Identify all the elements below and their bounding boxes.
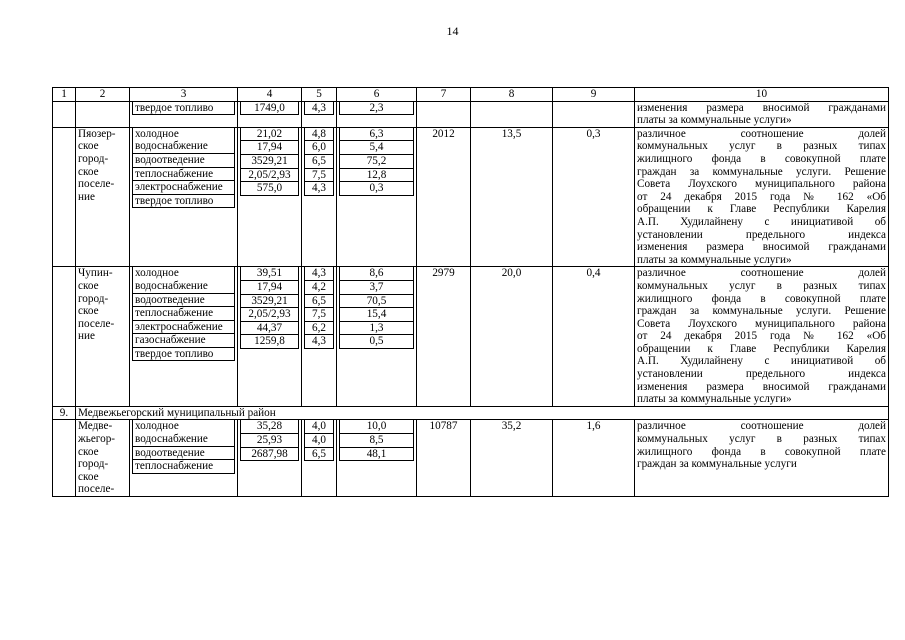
utility-v4-list xyxy=(240,420,299,461)
utility-row xyxy=(305,267,334,280)
utility-name: водоотведение xyxy=(133,153,235,167)
utility-row xyxy=(305,420,334,433)
utility-row xyxy=(340,182,414,196)
utility-name: теплоснабжение xyxy=(133,307,235,321)
utility-row xyxy=(340,141,414,155)
utility-v5: 4,3 xyxy=(305,267,334,280)
utility-v4-list xyxy=(240,102,299,116)
value-col9 xyxy=(553,101,635,127)
settlement-name: Медве- жьегор- ское город- ское поселе- xyxy=(76,420,130,497)
utility-v5-list xyxy=(304,102,334,116)
column-header: 8 xyxy=(471,88,553,102)
settlement-name: Пяозер- ское город- ское поселе- ние xyxy=(76,127,130,267)
utility-row xyxy=(133,102,235,115)
utility-name: водоотведение xyxy=(133,293,235,307)
utility-v4: 21,02 xyxy=(241,128,299,141)
note-line: изменения размера вносимой гражданами xyxy=(637,241,886,254)
note-line: изменения размера вносимой гражданами xyxy=(637,101,886,114)
utility-v6: 75,2 xyxy=(340,154,414,168)
utility-row xyxy=(305,447,334,461)
utility-row xyxy=(133,334,235,348)
utility-v4-cell xyxy=(238,420,302,497)
utility-v6: 8,6 xyxy=(340,267,414,280)
column-number-row xyxy=(53,88,889,102)
utility-name: теплоснабжение xyxy=(133,167,235,181)
section-index: 9. xyxy=(53,406,76,420)
utility-v4: 3529,21 xyxy=(241,294,299,308)
utility-name: холодное водоснабжение xyxy=(133,267,235,293)
note-cell xyxy=(635,267,889,407)
note-line: коммунальных услуг в разных типах xyxy=(637,140,886,153)
value-col8: 20,0 xyxy=(471,267,553,407)
utility-v4-list xyxy=(240,267,299,349)
utility-v4: 17,94 xyxy=(241,280,299,294)
utility-name-list xyxy=(132,102,235,116)
utility-v6-cell xyxy=(337,420,417,497)
row-index xyxy=(53,420,76,497)
utility-row xyxy=(133,320,235,334)
utility-v6: 8,5 xyxy=(340,434,414,448)
note-line: от 24 декабря 2015 года № 162 «Об xyxy=(637,330,886,343)
utility-v6-list xyxy=(339,128,414,196)
utility-v6-cell xyxy=(337,127,417,267)
utility-v4: 2,05/2,93 xyxy=(241,308,299,322)
utility-v4: 575,0 xyxy=(241,182,299,196)
utility-row xyxy=(340,128,414,141)
utility-row xyxy=(340,434,414,448)
utility-v5: 6,5 xyxy=(305,294,334,308)
row-index xyxy=(53,267,76,407)
utility-row xyxy=(241,168,299,182)
column-header: 3 xyxy=(130,88,238,102)
utility-name: водоотведение xyxy=(133,446,235,460)
utility-row xyxy=(241,267,299,280)
utility-cell xyxy=(130,127,238,267)
utility-v4: 3529,21 xyxy=(241,154,299,168)
note-line: платы за коммунальные услуги» xyxy=(637,253,792,266)
value-col7: 10787 xyxy=(417,420,471,497)
column-header: 7 xyxy=(417,88,471,102)
note-line: Совета Лоухского муниципального района xyxy=(637,317,886,330)
utility-row xyxy=(133,194,235,208)
note-line: граждан за коммунальные услуги. Решение xyxy=(637,165,886,178)
utility-v4-cell xyxy=(238,267,302,407)
utility-name-list xyxy=(132,128,235,209)
note-line: установлении предельного индекса xyxy=(637,228,886,241)
utility-row xyxy=(305,321,334,335)
utility-cell xyxy=(130,267,238,407)
utility-row xyxy=(133,167,235,181)
utility-row xyxy=(340,267,414,280)
utility-v5: 6,5 xyxy=(305,447,334,461)
utility-name: твердое топливо xyxy=(133,102,235,115)
utility-row xyxy=(340,308,414,322)
utility-v5: 4,0 xyxy=(305,420,334,433)
utility-row xyxy=(305,182,334,196)
value-col7 xyxy=(417,101,471,127)
note-line: различное соотношение долей xyxy=(637,420,886,433)
note-line: коммунальных услуг в разных типах xyxy=(637,433,886,446)
utility-name: газоснабжение xyxy=(133,334,235,348)
utility-row xyxy=(241,141,299,155)
utility-row xyxy=(340,154,414,168)
utility-row xyxy=(241,434,299,448)
note-line: коммунальных услуг в разных типах xyxy=(637,279,886,292)
utility-v4: 2687,98 xyxy=(241,447,299,461)
utility-v6-list xyxy=(339,420,414,461)
note-line: платы за коммунальные услуги» xyxy=(637,393,792,406)
section-row xyxy=(53,406,889,420)
table-row xyxy=(53,101,889,127)
note-cell xyxy=(635,101,889,127)
utility-row xyxy=(305,434,334,448)
utility-v5: 6,0 xyxy=(305,141,334,155)
utility-row xyxy=(133,307,235,321)
utility-v6: 1,3 xyxy=(340,321,414,335)
utility-row xyxy=(305,168,334,182)
utility-cell xyxy=(130,420,238,497)
utility-row xyxy=(305,294,334,308)
utility-row xyxy=(340,168,414,182)
utility-v6: 6,3 xyxy=(340,128,414,141)
utility-row xyxy=(133,293,235,307)
utility-row xyxy=(305,102,334,115)
utility-v5: 7,5 xyxy=(305,168,334,182)
utility-v5-list xyxy=(304,420,334,461)
value-col8: 13,5 xyxy=(471,127,553,267)
note-line: жилищного фонда в совокупной плате xyxy=(637,292,886,305)
utility-v5-cell xyxy=(302,101,337,127)
utility-row xyxy=(340,280,414,294)
note-cell xyxy=(635,420,889,497)
utility-v5: 4,3 xyxy=(305,102,334,115)
utility-name: электроснабжение xyxy=(133,181,235,195)
utility-v4: 39,51 xyxy=(241,267,299,280)
utility-v6: 70,5 xyxy=(340,294,414,308)
utility-v4-list xyxy=(240,128,299,196)
column-header: 4 xyxy=(238,88,302,102)
utility-row xyxy=(305,141,334,155)
utility-v4-cell xyxy=(238,101,302,127)
utility-v6: 3,7 xyxy=(340,280,414,294)
utility-row xyxy=(340,321,414,335)
utility-row xyxy=(305,308,334,322)
utility-row xyxy=(133,181,235,195)
utility-v5: 4,3 xyxy=(305,182,334,196)
table-row xyxy=(53,267,889,407)
utility-row xyxy=(241,335,299,349)
utility-row xyxy=(241,447,299,461)
utility-v6: 0,3 xyxy=(340,182,414,196)
utility-row xyxy=(241,102,299,115)
utility-name-list xyxy=(132,267,235,361)
utility-name-list xyxy=(132,420,235,473)
utility-row xyxy=(133,267,235,293)
utility-name: холодное водоснабжение xyxy=(133,420,235,446)
utility-row xyxy=(340,335,414,349)
value-col9: 1,6 xyxy=(553,420,635,497)
table-row xyxy=(53,420,889,497)
utility-row xyxy=(133,153,235,167)
utility-name: твердое топливо xyxy=(133,347,235,361)
utility-v4: 17,94 xyxy=(241,141,299,155)
table-row xyxy=(53,127,889,267)
utility-v6: 12,8 xyxy=(340,168,414,182)
utility-row xyxy=(305,128,334,141)
utility-row xyxy=(305,280,334,294)
note-line: обращении к Главе Республики Карелия xyxy=(637,342,886,355)
utility-row xyxy=(133,446,235,460)
utility-v5-list xyxy=(304,128,334,196)
note-line: различное соотношение долей xyxy=(637,267,886,280)
utility-v6-cell xyxy=(337,267,417,407)
settlement-name: Чупин- ское город- ское поселе- ние xyxy=(76,267,130,407)
value-col9: 0,4 xyxy=(553,267,635,407)
note-line: различное соотношение долей xyxy=(637,127,886,140)
utility-name: электроснабжение xyxy=(133,320,235,334)
utility-v6-list xyxy=(339,267,414,349)
utility-row xyxy=(241,308,299,322)
page-number: 14 xyxy=(446,24,459,38)
utility-row xyxy=(340,294,414,308)
utility-v6: 15,4 xyxy=(340,308,414,322)
utility-v5-cell xyxy=(302,127,337,267)
utility-row xyxy=(340,102,414,115)
utility-row xyxy=(133,460,235,474)
settlement-name xyxy=(76,101,130,127)
utility-row xyxy=(133,420,235,446)
utility-v4: 1259,8 xyxy=(241,335,299,349)
column-header: 1 xyxy=(53,88,76,102)
note-line: изменения размера вносимой гражданами xyxy=(637,380,886,393)
tariff-table xyxy=(52,87,889,497)
utility-name: теплоснабжение xyxy=(133,460,235,474)
utility-v6: 48,1 xyxy=(340,447,414,461)
utility-v6: 0,5 xyxy=(340,335,414,349)
value-col8 xyxy=(471,101,553,127)
utility-v4: 25,93 xyxy=(241,434,299,448)
utility-v4: 2,05/2,93 xyxy=(241,168,299,182)
note-line: А.П. Худилайнену с инициативой об xyxy=(637,355,886,368)
utility-v5: 4,2 xyxy=(305,280,334,294)
value-col9: 0,3 xyxy=(553,127,635,267)
note-line: Совета Лоухского муниципального района xyxy=(637,178,886,191)
note-line: жилищного фонда в совокупной плате xyxy=(637,445,886,458)
utility-v4-cell xyxy=(238,127,302,267)
utility-v5: 4,8 xyxy=(305,128,334,141)
utility-row xyxy=(340,447,414,461)
utility-v6-cell xyxy=(337,101,417,127)
row-index xyxy=(53,127,76,267)
utility-v4: 35,28 xyxy=(241,420,299,433)
utility-v5: 7,5 xyxy=(305,308,334,322)
utility-name: холодное водоснабжение xyxy=(133,128,235,154)
column-header: 5 xyxy=(302,88,337,102)
row-index xyxy=(53,101,76,127)
utility-v4: 1749,0 xyxy=(241,102,299,115)
note-line: от 24 декабря 2015 года № 162 «Об xyxy=(637,190,886,203)
note-line: обращении к Главе Республики Карелия xyxy=(637,203,886,216)
utility-v6: 10,0 xyxy=(340,420,414,433)
utility-v4: 44,37 xyxy=(241,321,299,335)
note-line: граждан за коммунальные услуги xyxy=(637,458,797,471)
utility-row xyxy=(241,182,299,196)
utility-row xyxy=(241,154,299,168)
note-line: платы за коммунальные услуги» xyxy=(637,114,792,127)
note-cell xyxy=(635,127,889,267)
section-title: Медвежьегорский муниципальный район xyxy=(76,406,889,420)
value-col7: 2979 xyxy=(417,267,471,407)
note-line: установлении предельного индекса xyxy=(637,368,886,381)
column-header: 10 xyxy=(635,88,889,102)
utility-row xyxy=(305,335,334,349)
column-header: 9 xyxy=(553,88,635,102)
column-header: 2 xyxy=(76,88,130,102)
utility-cell xyxy=(130,101,238,127)
utility-v5-cell xyxy=(302,420,337,497)
note-line: жилищного фонда в совокупной плате xyxy=(637,152,886,165)
utility-v5: 6,5 xyxy=(305,154,334,168)
utility-row xyxy=(241,321,299,335)
note-line: граждан за коммунальные услуги. Решение xyxy=(637,305,886,318)
value-col7: 2012 xyxy=(417,127,471,267)
utility-v6-list xyxy=(339,102,414,116)
utility-row xyxy=(241,128,299,141)
utility-v5: 6,2 xyxy=(305,321,334,335)
note-line: А.П. Худилайнену с инициативой об xyxy=(637,215,886,228)
utility-v6: 5,4 xyxy=(340,141,414,155)
value-col8: 35,2 xyxy=(471,420,553,497)
utility-name: твердое топливо xyxy=(133,194,235,208)
utility-v6: 2,3 xyxy=(340,102,414,115)
utility-v5-cell xyxy=(302,267,337,407)
utility-v5-list xyxy=(304,267,334,349)
utility-v5: 4,0 xyxy=(305,434,334,448)
utility-row xyxy=(241,294,299,308)
utility-row xyxy=(340,420,414,433)
utility-row xyxy=(133,347,235,361)
utility-row xyxy=(133,128,235,154)
utility-row xyxy=(241,420,299,433)
column-header: 6 xyxy=(337,88,417,102)
utility-v5: 4,3 xyxy=(305,335,334,349)
utility-row xyxy=(305,154,334,168)
utility-row xyxy=(241,280,299,294)
